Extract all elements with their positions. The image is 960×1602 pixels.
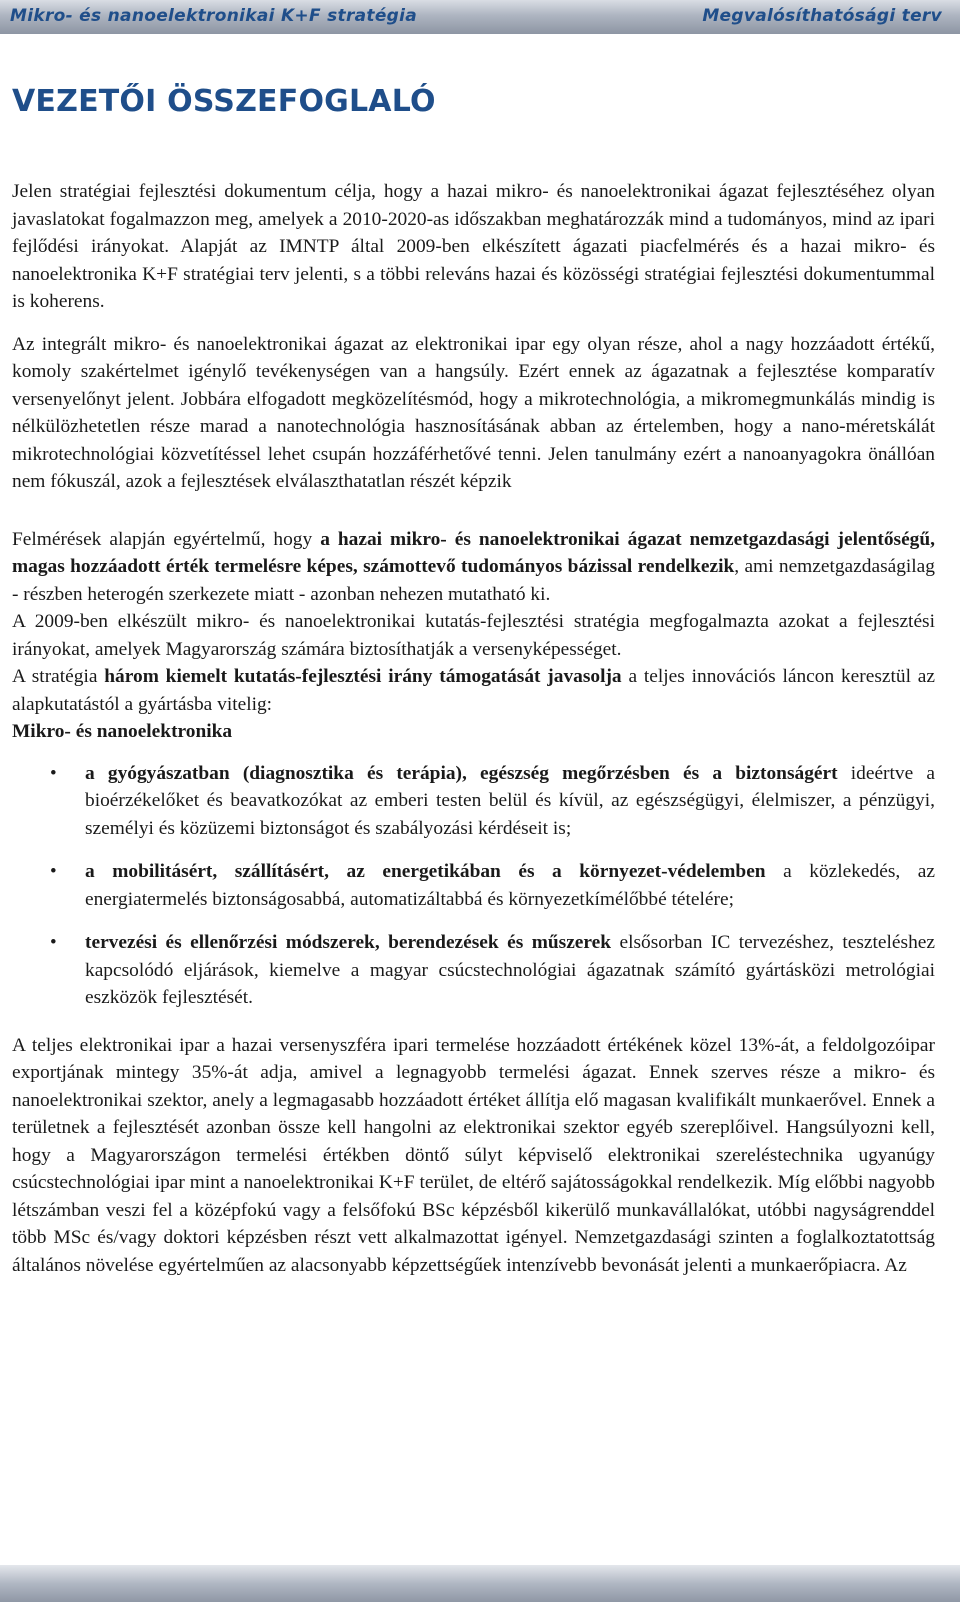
page-footer-bar: [0, 1565, 960, 1602]
page-title: VEZETŐI ÖSSZEFOGLALÓ: [12, 84, 436, 119]
paragraph-purpose: Jelen stratégiai fejlesztési dokumentum célja, hogy a hazai mikro- és nanoelektronikai ágazat fejlesztéséhez olyan javaslatokat fogalmazzon meg, amelyek a 2010-2020-as időszakban meghatározzák mind a tudományos, mind az ipari fejlődési irányokat. Alapját az IMNTP által 2009-ben elkészített ágazati piacfelmérés és a hazai mikro- és nanoelektronika K+F stratégiai terv jelenti, s a többi releváns hazai és közösségi stratégiai fejlesztési dokumentummal is koherens.: [12, 181, 935, 312]
bold-highlight: a hazai mikro- és nanoelektronikai ágazat nemzetgazdasági jelentőségű, magas hozzáadott érték termelésre képes, számottevő tudományos bázissal rendelkezik: [12, 528, 935, 577]
document-body: [12, 178, 935, 1279]
paragraph-three-directions: A stratégia három kiemelt kutatás-fejlesztési irány támogatását javasolja a teljes innovációs láncon keresztül az alapkutatástól a gyártásba vitelig:: [12, 666, 935, 715]
list-item: • a gyógyászatban (diagnosztika és terápia), egészség megőrzésben és a biztonságért ideértve a bioérzékelőket és beavatkozókat az emberi testen belül és kívül, az egészségügyi, élelmiszer, a pénzügyi, személyi és közüzemi biztonságot és szabályozási kérdéseit is;: [12, 760, 935, 843]
paragraph-electronics-industry: A teljes elektronikai ipar a hazai versenyszféra ipari termelése hozzáadott értékének közel 13%-át, a feldolgozóipar exportjának mintegy 35%-át adja, amivel a legnagyobb termelési ágazat. Ennek szerves része a mikro- és nanoelektronikai szektor, anely a legmagasabb hozzáadott értéket állítja elő magasan kvalifikált munkaerővel. Ennek a területnek a fejlesztését azonban össze kell hangolni az elektronikai szektor egyéb szereplőivel. Hangsúlyozni kell, hogy a Magyarországon termelési értékben döntő súlyt képviselő elektronikai szereléstechnika ugyanúgy csúcstechnológiai ipar mint a nanoelektronikai K+F terület, de eltérő sajátosságokkal rendelkezik. Míg előbbi nagyobb létszámban veszi fel a középfokú vagy a felsőfokú BSc képzésből kikerülő munkavállalókat, utóbbi nagyságrenddel több MSc és/vagy doktori képzésben részt vett alkalmazottat igényel. Nemzetgazdasági szinten a foglalkoztatottság általános növelése egyértelműen az alacsonyabb képzettségűek intenzívebb bevonását jelenti a munkaerőpiacra. Az: [12, 1034, 935, 1276]
page-header-bar: [0, 0, 960, 34]
paragraph-survey-findings: Felmérések alapján egyértelmű, hogy a hazai mikro- és nanoelektronikai ágazat nemzetgazdasági jelentőségű, magas hozzáadott érték termelésre képes, számottevő tudományos bázissal rendelkezik, ami nemzetgazdaságilag - részben heterogén szerkezete miatt - azonban nehezen mutatható ki.: [12, 528, 935, 605]
bullet-icon: •: [50, 932, 57, 953]
list-item: • a mobilitásért, szállításért, az energetikában és a környezet-védelemben a közlekedés, az energiatermelés biztonságosabbá, automatizáltabbá és környezetkímélőbbé tételére;: [12, 858, 935, 913]
bullet-icon: •: [50, 762, 57, 784]
list-item: • tervezési és ellenőrzési módszerek, berendezések és műszerek elsősorban IC tervezéshez, teszteléshez kapcsolódó eljárások, kiemelve a magyar csúcstechnológiai ágazatnak számító gyártásközi metrológiai eszközök fejlesztését.: [12, 929, 935, 1012]
bullet-icon: •: [50, 861, 57, 882]
direction-list: [12, 760, 935, 1012]
header-document-title: Mikro- és nanoelektronikai K+F stratégia: [10, 6, 418, 26]
paragraph-integrated-sector: Az integrált mikro- és nanoelektronikai ágazat az elektronikai ipar egy olyan része, ahol a nagy hozzáadott értékű, komoly szakértelmet igénylő tevékenységen van a hangsúly. Ezért ennek az ágazatnak a fejlesztése komparatív versenyelőnyt jelent. Jobbára elfogadott megközelítésmód, hogy a mikrotechnológia, a mikromegmunkálás mindig is nélkülözhetetlen része marad a nanotechnológia hasznosításának abban az értelemben, hogy a nano-méretskálát mikrotechnológiai közvetítéssel lehet csupán hozzáférhetővé tenni. Jelen tanulmány ezért a nanoanyagokra önállóan nem fókuszál, azok a fejlesztések elválaszthatatlan részét képzik: [12, 333, 935, 492]
paragraph-2009-strategy: A 2009-ben elkészült mikro- és nanoelektronikai kutatás-fejlesztési stratégia megfogalmazta azokat a fejlesztési irányokat, amelyek Magyarország számára biztosíthatják a versenyképességet.: [12, 611, 935, 660]
subheading-micro-nano: Mikro- és nanoelektronika: [12, 721, 233, 742]
header-document-type: Megvalósíthatósági terv: [702, 6, 942, 26]
bold-highlight: három kiemelt kutatás-fejlesztési irány támogatását javasolja: [104, 666, 622, 687]
